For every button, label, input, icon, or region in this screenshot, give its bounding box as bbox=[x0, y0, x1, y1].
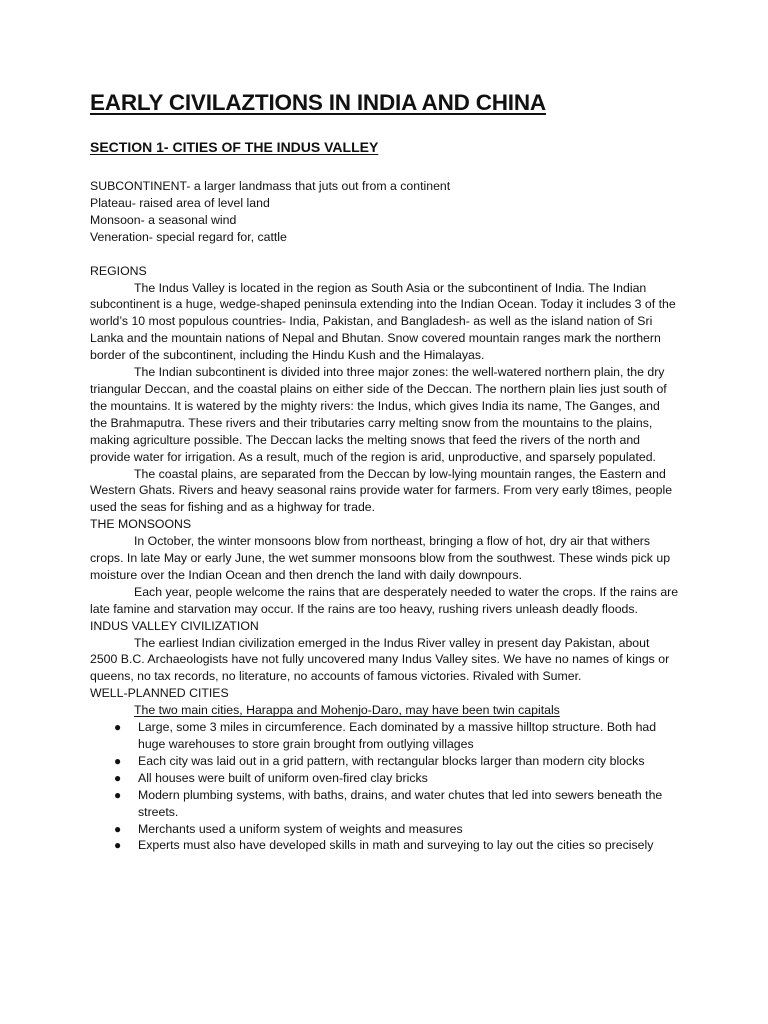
bullet-icon: ● bbox=[114, 787, 122, 802]
cities-subheading: The two main cities, Harappa and Mohenjo-Daro, may have been twin capitals bbox=[134, 703, 560, 718]
list-item-text: Modern plumbing systems, with baths, drains, and water chutes that led into sewers beneath the streets. bbox=[138, 787, 663, 819]
paragraph: In October, the winter monsoons blow from northeast, bringing a flow of hot, dry air that withers crops. In late May or early June, the wet summer monsoons blow from the southwest. These winds pick up moisture over the Indian Ocean and then drench the land with daily downpours. bbox=[90, 534, 671, 582]
bullet-icon: ● bbox=[114, 770, 122, 785]
document-body bbox=[90, 88, 680, 854]
monsoons-heading: THE MONSOONS bbox=[90, 517, 192, 532]
vocab-term: Veneration- special regard for, cattle bbox=[90, 229, 287, 244]
vocab-term: Plateau- raised area of level land bbox=[90, 195, 270, 210]
paragraph: The coastal plains, are separated from the Deccan by low-lying mountain ranges, the Eastern and Western Ghats. Rivers and heavy seasonal rains provide water for farmers. From very early t8imes, people used the seas for fishing and as a highway for trade. bbox=[90, 466, 673, 515]
spacer bbox=[90, 246, 680, 263]
vocab-term: SUBCONTINENT- a larger landmass that juts out from a continent bbox=[90, 179, 451, 193]
document-title: EARLY CIVILAZTIONS IN INDIA AND CHINA bbox=[90, 90, 546, 115]
regions-heading: REGIONS bbox=[90, 263, 147, 278]
bullet-icon: ● bbox=[114, 821, 122, 836]
bullet-icon: ● bbox=[114, 753, 122, 768]
bullet-list bbox=[90, 719, 680, 854]
paragraph: The Indian subcontinent is divided into three major zones: the well-watered northern plain, the dry triangular Deccan, and the coastal plains on either side of the Deccan. The northern plain lies just south of the mountains. It is watered by the mighty rivers: the Indus, which gives India its name, The Ganges, and the Brahmaputra. These rivers and their tributaries carry melting snow from the mountains to the plains, making agriculture possible. The Deccan lacks the melting snows that feed the rivers of the north and provide water for irrigation. As a result, much of the region is arid, unproductive, and sparsely populated. bbox=[90, 365, 667, 464]
paragraph: The Indus Valley is located in the region as South Asia or the subcontinent of India. The Indian subcontinent is a huge, wedge-shaped peninsula extending into the Indian Ocean. Today it includes 3 of the world’s 10 most populous countries- India, Pakistan, and Bangladesh- as well as the island nation of Sri Lanka and the mountain nations of Nepal and Bhutan. Snow covered mountain ranges mark the northern border of the subcontinent, including the Hindu Kush and the Himalayas. bbox=[90, 280, 676, 363]
list-item bbox=[114, 787, 680, 821]
list-item bbox=[114, 719, 680, 753]
bullet-icon: ● bbox=[114, 720, 122, 735]
list-item bbox=[114, 821, 680, 838]
paragraph: The earliest Indian civilization emerged in the Indus River valley in present day Pakistan, about 2500 B.C. Archaeologists have not fully uncovered many Indus Valley sites. We have no names of kings or queens, no tax records, no literature, no accounts of famous victories. Rivaled with Sumer. bbox=[90, 635, 670, 684]
list-item-text: Merchants used a uniform system of weights and measures bbox=[138, 821, 463, 836]
section-heading: SECTION 1- CITIES OF THE INDUS VALLEY bbox=[90, 139, 379, 155]
bullet-icon: ● bbox=[114, 838, 122, 853]
list-item-text: All houses were built of uniform oven-fired clay bricks bbox=[138, 770, 428, 785]
paragraph: Each year, people welcome the rains that are desperately needed to water the crops. If the rains are late famine and starvation may occur. If the rains are too heavy, rushing rivers unleash deadly floods. bbox=[90, 584, 679, 616]
vocabulary-list bbox=[90, 178, 680, 246]
list-item bbox=[114, 753, 680, 770]
list-item-text: Experts must also have developed skills in math and surveying to lay out the cities so precisely bbox=[138, 838, 654, 853]
list-item bbox=[114, 770, 680, 787]
cities-heading: WELL-PLANNED CITIES bbox=[90, 686, 229, 701]
list-item bbox=[114, 837, 680, 854]
list-item-text: Each city was laid out in a grid pattern, with rectangular blocks larger than modern city blocks bbox=[138, 753, 645, 768]
list-item-text: Large, some 3 miles in circumference. Each dominated by a massive hilltop structure. Both had huge warehouses to store grain brought from outlying villages bbox=[138, 720, 657, 751]
indus-heading: INDUS VALLEY CIVILIZATION bbox=[90, 618, 259, 633]
vocab-term: Monsoon- a seasonal wind bbox=[90, 212, 237, 227]
